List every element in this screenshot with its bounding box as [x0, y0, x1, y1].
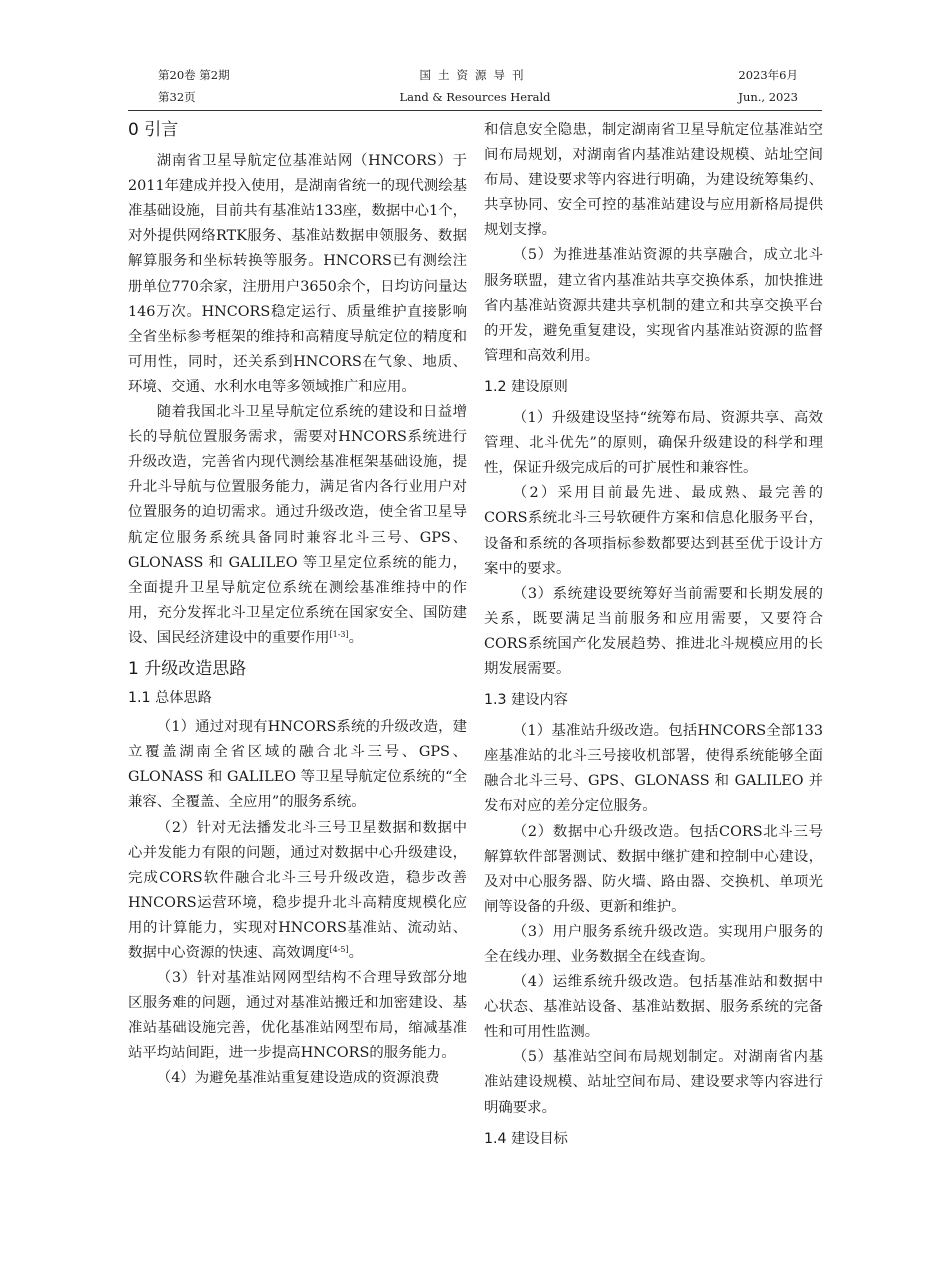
paragraph: （2）采用目前最先进、最成熟、最完善的CORS系统北斗三号软硬件方案和信息化服务平台，设备和系统的各项指标参数都要达到甚至优于设计方案中的要求。 [484, 485, 823, 577]
header-right [738, 64, 798, 108]
heading-section-1-4: 1.4 建设目标 [484, 1130, 568, 1147]
paragraph: 随着我国北斗卫星导航定位系统的建设和日益增长的导航位置服务需求，需要对HNCORS系统进行升级改造，完善省内现代测绘基准框架基础设施，提升北斗导航与位置服务能力，满足省内各行业用户对位置服务的迫切需求。通过升级改造，使全省卫星导航定位服务系统具备同时兼容北斗三号、GPS、GLONASS 和 GALILEO 等卫星定位系统的能力，全面提升卫星导航定位系统在测绘基准维持中的作用，充分发挥北斗卫星定位系统在国家安全、国防建设、国民经济建设中的重要作用[1-3]。 [128, 404, 467, 646]
paragraph: （1）基准站升级改造。包括HNCORS全部133座基准站的北斗三号接收机部署，使得系统能够全面融合北斗三号、GPS、GLONASS 和 GALILEO 并发布对应的差分定位服务。 [484, 723, 823, 815]
header-left [158, 64, 230, 108]
paragraph: （2）数据中心升级改造。包括CORS北斗三号解算软件部署测试、数据中继扩建和控制中心建设，及对中心服务器、防火墙、路由器、交换机、单项光闸等设备的升级、更新和维护。 [484, 823, 823, 915]
heading-introduction: 0 引言 [128, 120, 179, 140]
paragraph: （5）基准站空间布局规划制定。对湖南省内基准站建设规模、站址空间布局、建设要求等内容进行明确要求。 [484, 1049, 823, 1116]
heading-section-1-2: 1.2 建设原则 [484, 378, 568, 395]
heading-section-1-3: 1.3 建设内容 [484, 692, 568, 709]
header-journal-en: Land & Resources Herald [399, 90, 551, 104]
header-date-cn: 2023年6月 [738, 68, 798, 82]
header-center [365, 64, 585, 108]
paragraph: （4）运维系统升级改造。包括基准站和数据中心状态、基准站设备、基准站数据、服务系统的完备性和可用性监测。 [484, 974, 823, 1041]
paragraph: （2）针对无法播发北斗三号卫星数据和数据中心并发能力有限的问题，通过对数据中心升级建设，完成CORS软件融合北斗三号升级改造，稳步改善HNCORS运营环境，稳步提升北斗高精度规模化应用的计算能力，实现对HNCORS基准站、流动站、数据中心资源的快速、高效调度[4-5]。 [128, 819, 467, 961]
header-volume: 第20卷 第2期 [158, 68, 230, 82]
paragraph: 湖南省卫星导航定位基准站网（HNCORS）于2011年建成并投入使用，是湖南省统一的现代测绘基准基础设施，目前共有基准站133座，数据中心1个，对外提供网络RTK服务、基准站数据申领服务、数据解算服务和坐标转换等服务。HNCORS已有测绘注册单位770余家，注册用户3650余个，日均访问量达146万次。HNCORS稳定运行、质量维护直接影响全省坐标参考框架的维持和高精度导航定位的精度和可用性，同时，还关系到HNCORS在气象、地质、环境、交通、水利水电等多领域推广和应用。 [128, 153, 467, 395]
left-column [128, 118, 467, 1092]
paragraph: （1）升级建设坚持“统筹布局、资源共享、高效管理、北斗优先”的原则，确保升级建设的科学和理性，保证升级完成后的可扩展性和兼容性。 [484, 410, 823, 477]
heading-section-1: 1 升级改造思路 [128, 658, 247, 679]
paragraph: （3）针对基准站网网型结构不合理导致部分地区服务难的问题，通过对基准站搬迁和加密建设、基准站基础设施完善，优化基准站网型布局，缩减基准站平均站间距，进一步提高HNCORS的服务能力。 [128, 970, 467, 1062]
paragraph: （3）系统建设要统筹好当前需要和长期发展的关系，既要满足当前服务和应用需要，又要符合CORS系统国产化发展趋势、推进北斗规模应用的长期发展需要。 [484, 585, 823, 677]
paragraph: （3）用户服务系统升级改造。实现用户服务的全在线办理、业务数据全在线查询。 [484, 923, 823, 965]
header-page: 第32页 [158, 90, 196, 104]
paragraph: （1）通过对现有HNCORS系统的升级改造，建立覆盖湖南全省区域的融合北斗三号、GPS、GLONASS 和 GALILEO 等卫星导航定位系统的“全兼容、全覆盖、全应用”的服务系统。 [128, 719, 467, 811]
citation: [4-5] [329, 945, 349, 954]
right-column [484, 118, 823, 1152]
header-journal-cn: 国土资源导刊 [419, 68, 531, 82]
running-header [0, 64, 950, 110]
paragraph: （5）为推进基准站资源的共享融合，成立北斗服务联盟，建立省内基准站共享交换体系，加快推进省内基准站资源共建共享机制的建立和共享交换平台的开发，避免重复建设，实现省内基准站资源的监督管理和高效利用。 [484, 247, 823, 364]
paragraph: 和信息安全隐患，制定湖南省卫星导航定位基准站空间布局规划，对湖南省内基准站建设规模、站址空间布局、建设要求等内容进行明确，为建设统筹集约、共享协同、安全可控的基准站建设与应用新格局提供规划支撑。 [484, 122, 823, 239]
header-rule [128, 110, 822, 111]
paragraph: （4）为避免基准站重复建设造成的资源浪费 [156, 1070, 440, 1087]
header-date-en: Jun., 2023 [738, 90, 798, 104]
heading-section-1-1: 1.1 总体思路 [128, 690, 212, 707]
citation: [1-3] [329, 629, 349, 639]
